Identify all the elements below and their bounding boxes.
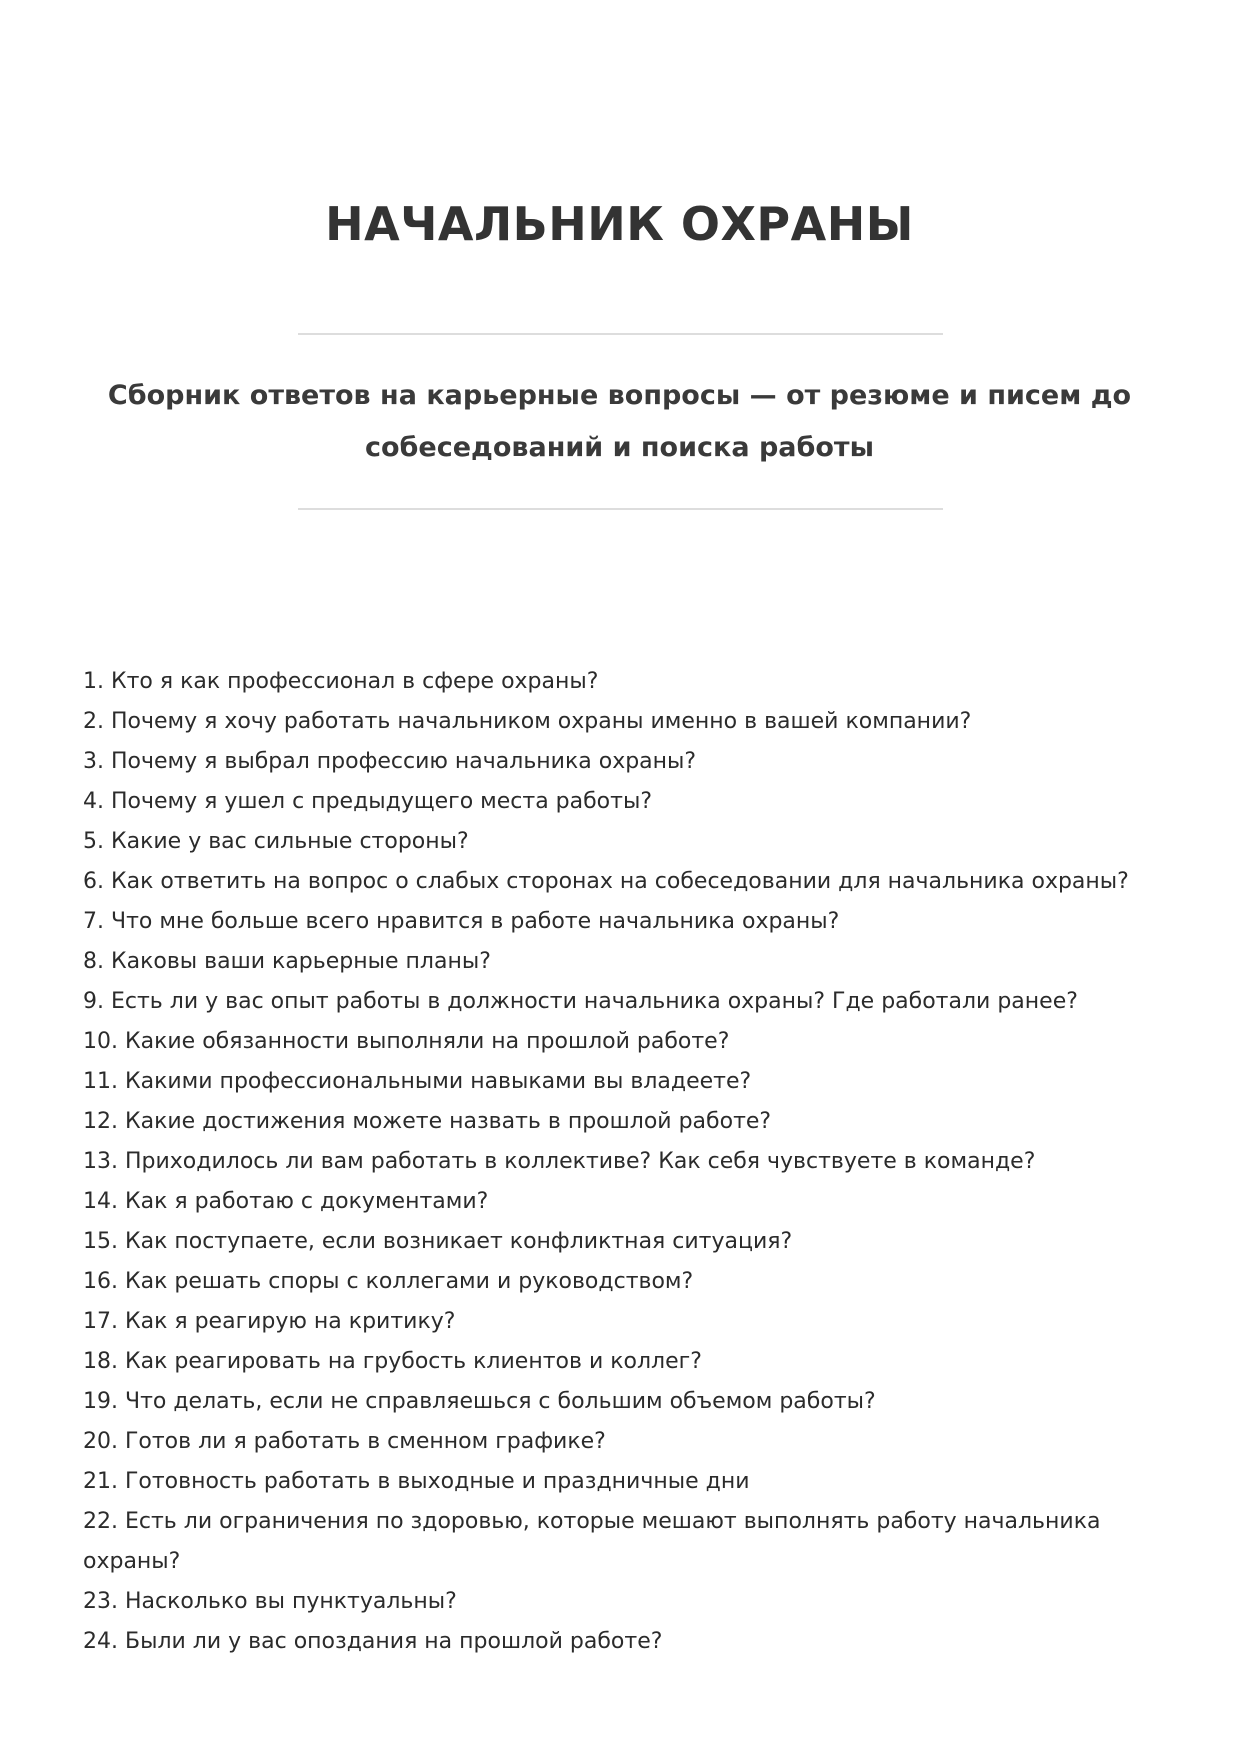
- question-item: 16. Как решать споры с коллегами и руководством?: [83, 1269, 694, 1294]
- question-item: 21. Готовность работать в выходные и праздничные дни: [83, 1469, 750, 1494]
- question-item: 9. Есть ли у вас опыт работы в должности начальника охраны? Где работали ранее?: [83, 989, 1078, 1014]
- question-item: 7. Что мне больше всего нравится в работе начальника охраны?: [83, 909, 840, 934]
- question-item: 15. Как поступаете, если возникает конфликтная ситуация?: [83, 1229, 793, 1254]
- question-item: 20. Готов ли я работать в сменном графике?: [83, 1429, 606, 1454]
- bottom-divider: [298, 508, 943, 510]
- page-title: НАЧАЛЬНИК ОХРАНЫ: [325, 197, 914, 251]
- question-item: 8. Каковы ваши карьерные планы?: [83, 949, 491, 974]
- question-item: 5. Какие у вас сильные стороны?: [83, 829, 469, 854]
- question-item: 22. Есть ли ограничения по здоровью, которые мешают выполнять работу начальника охраны?: [83, 1509, 1101, 1574]
- question-item: 23. Насколько вы пунктуальны?: [83, 1589, 457, 1614]
- top-divider: [298, 333, 943, 335]
- question-item: 17. Как я реагирую на критику?: [83, 1309, 456, 1334]
- question-item: 6. Как ответить на вопрос о слабых сторонах на собеседовании для начальника охраны?: [83, 869, 1129, 894]
- question-item: 12. Какие достижения можете назвать в прошлой работе?: [83, 1109, 772, 1134]
- question-item: 18. Как реагировать на грубость клиентов и коллег?: [83, 1349, 702, 1374]
- question-item: 14. Как я работаю с документами?: [83, 1189, 489, 1214]
- question-item: 11. Какими профессиональными навыками вы владеете?: [83, 1069, 752, 1094]
- question-item: 2. Почему я хочу работать начальником охраны именно в вашей компании?: [83, 709, 972, 734]
- question-item: 1. Кто я как профессионал в сфере охраны?: [83, 669, 599, 694]
- question-item: 4. Почему я ушел с предыдущего места работы?: [83, 789, 653, 814]
- question-list: [83, 662, 1163, 1662]
- question-item: 3. Почему я выбрал профессию начальника охраны?: [83, 749, 697, 774]
- question-item: 19. Что делать, если не справляешься с большим объемом работы?: [83, 1389, 876, 1414]
- question-item: 13. Приходилось ли вам работать в коллективе? Как себя чувствуете в команде?: [83, 1149, 1036, 1174]
- question-item: 24. Были ли у вас опоздания на прошлой работе?: [83, 1629, 663, 1654]
- page-subtitle: Сборник ответов на карьерные вопросы — от резюме и писем до собеседований и поиска работы: [107, 380, 1132, 463]
- question-item: 10. Какие обязанности выполняли на прошлой работе?: [83, 1029, 730, 1054]
